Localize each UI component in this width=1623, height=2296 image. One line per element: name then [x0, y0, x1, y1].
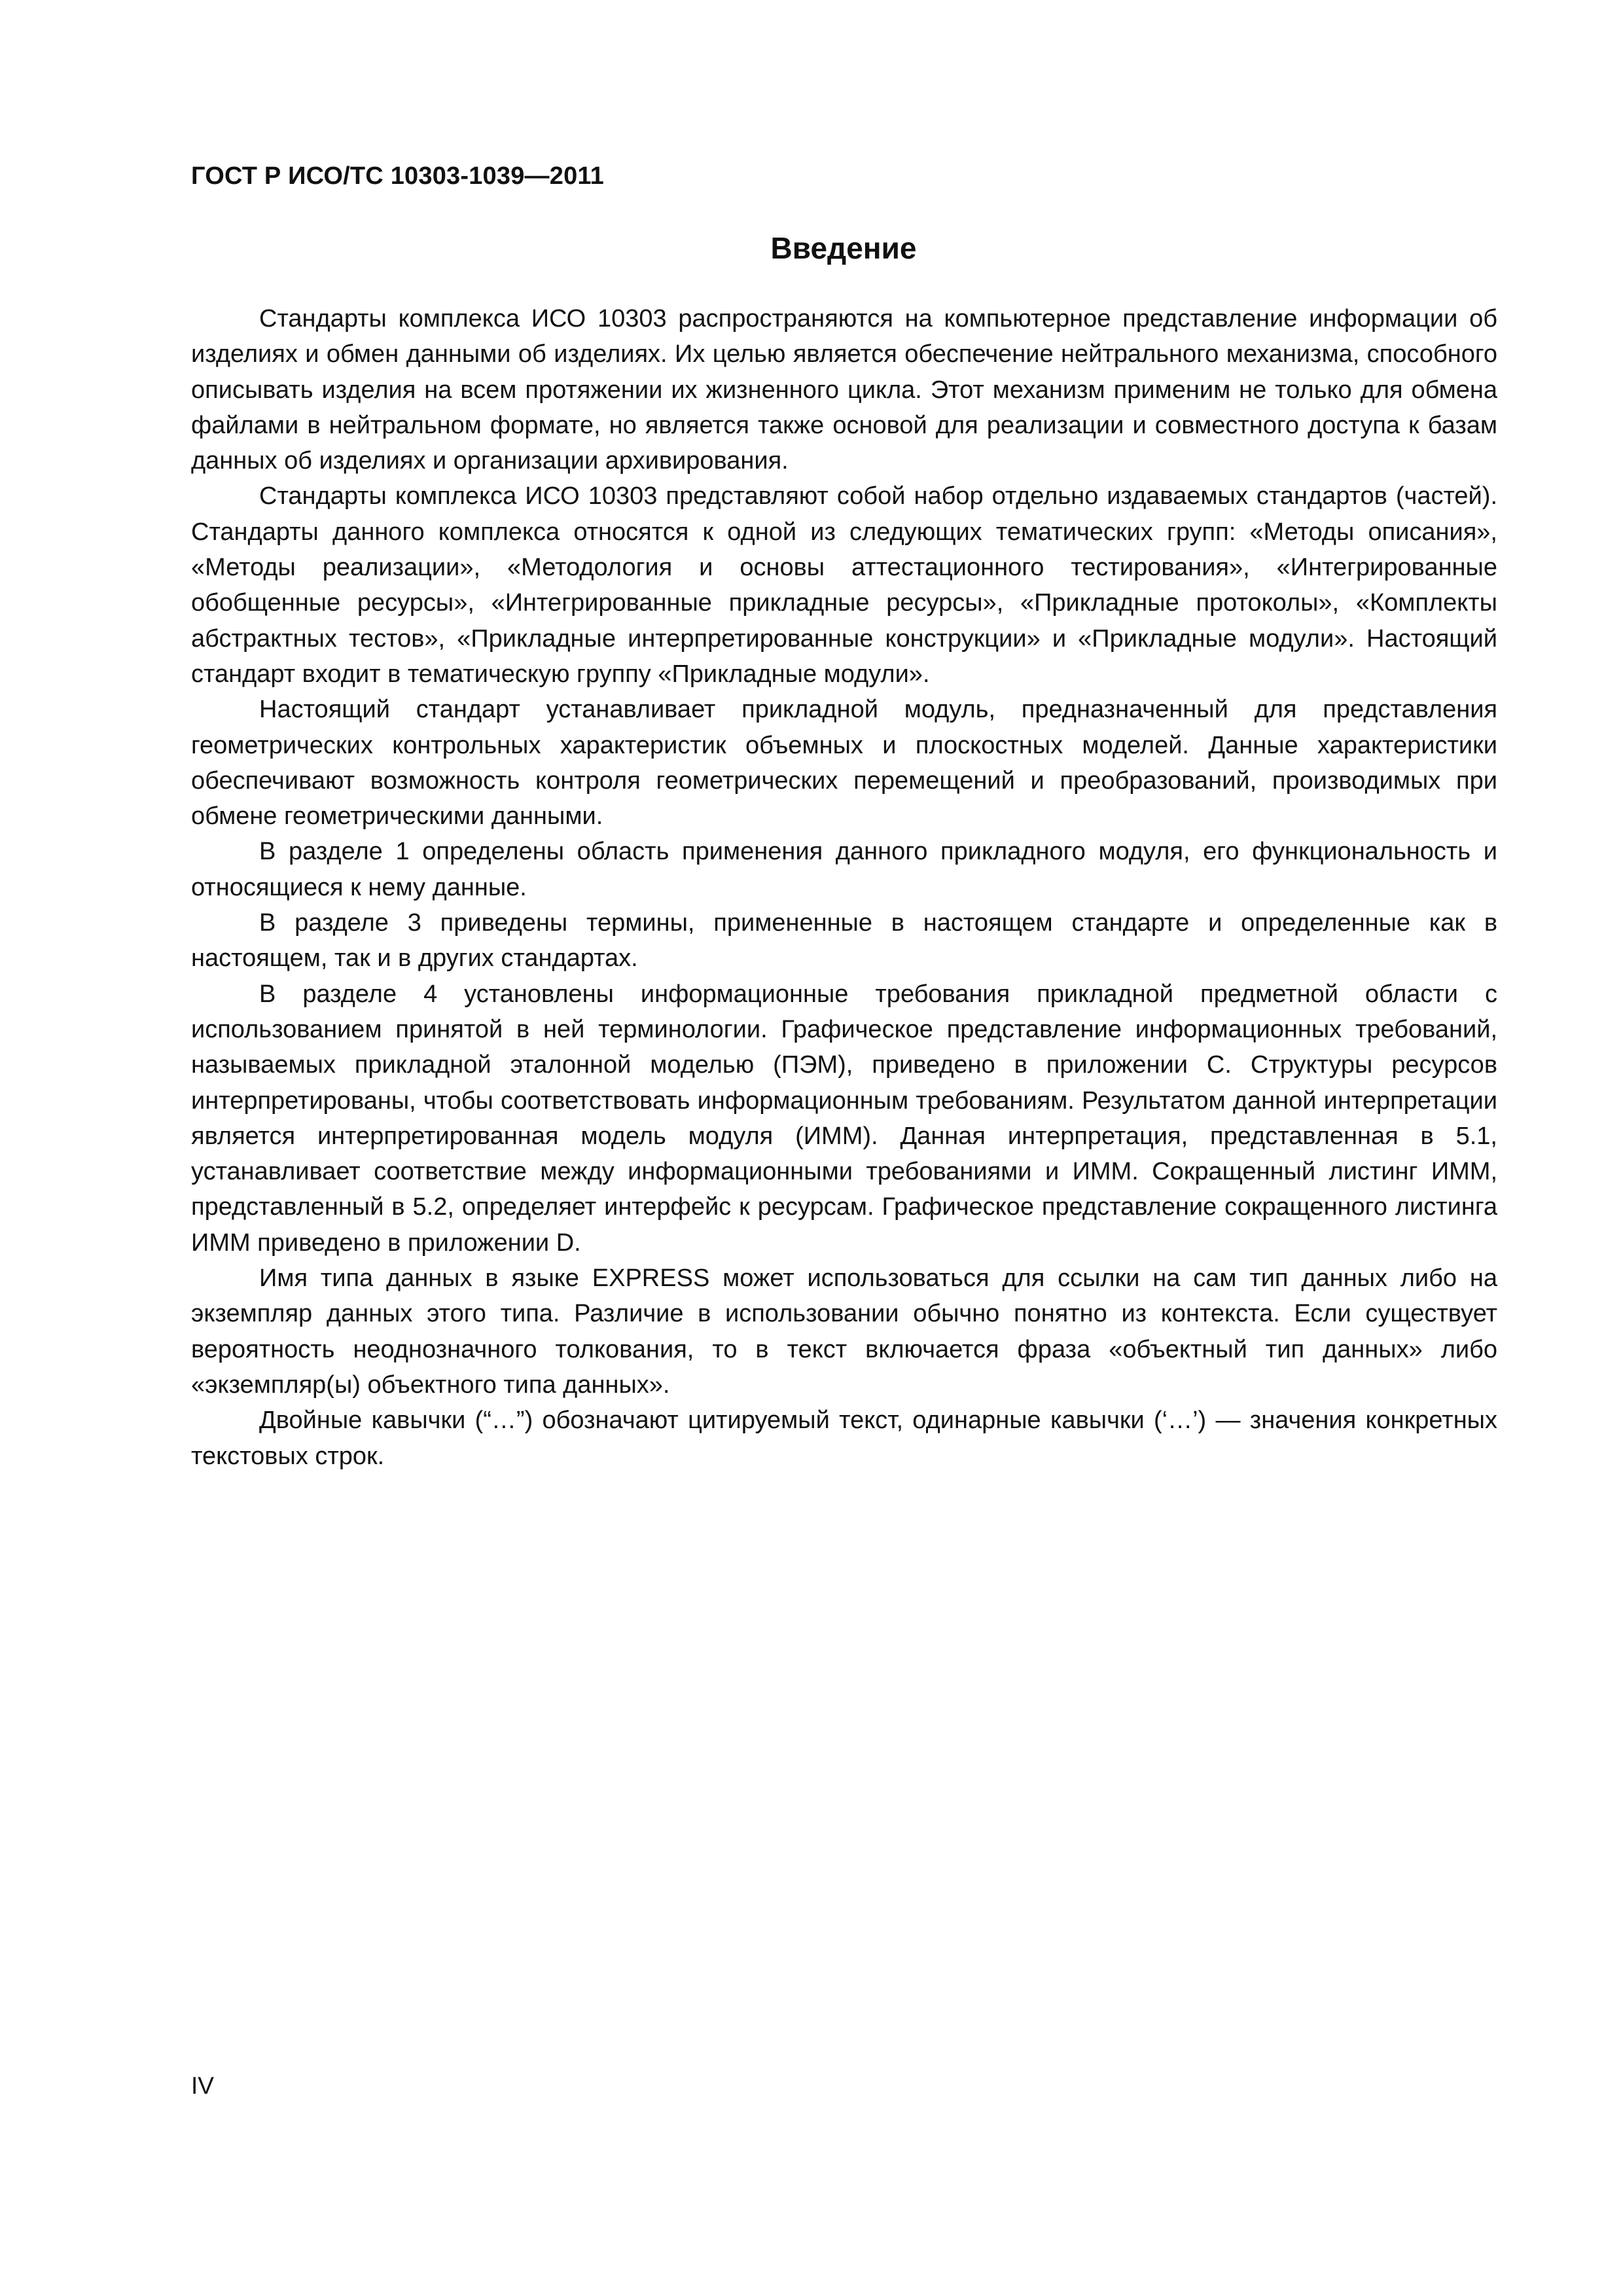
- document-id-header: ГОСТ Р ИСО/ТС 10303-1039—2011: [191, 162, 605, 190]
- paragraph-section-1: В разделе 1 определены область применения данного прикладного модуля, его функциональность и относящиеся к нему данные.: [191, 838, 1497, 901]
- paragraph-section-4: В разделе 4 установлены информационные требования прикладной предметной области с использованием принятой в ней терминологии. Графическое представление информационных требований, называемых прикладной эталонной моделью (ПЭМ), приведено в приложении C. Структуры ресурсов интерпретированы, чтобы соответствовать информационным требованиям. Результатом данной интерпретации является интерпретированная модель модуля (ИММ). Данная интерпретация, представленная в 5.1, устанавливает соответствие между информационными требованиями и ИММ. Сокращенный листинг ИММ, представленный в 5.2, определяет интерфейс к ресурсам. Графическое представление сокращенного листинга ИММ приведено в приложении D.: [191, 980, 1497, 1257]
- paragraph-quotation-marks: Двойные кавычки (“…”) обозначают цитируемый текст, одинарные кавычки (‘…’) — значения конкретных текстовых строк.: [191, 1407, 1497, 1470]
- paragraph-express-types: Имя типа данных в языке EXPRESS может использоваться для ссылки на сам тип данных либо на экземпляр данных этого типа. Различие в использовании обычно понятно из контекста. Если существует вероятность неоднозначного толкования, то в текст включается фраза «объектный тип данных» либо «экземпляр(ы) объектного типа данных».: [191, 1265, 1497, 1399]
- paragraph-thematic-groups: Стандарты комплекса ИСО 10303 представляют собой набор отдельно издаваемых стандартов (частей). Стандарты данного комплекса относятся к одной из следующих тематических групп: «Методы описания», «Методы реализации», «Методология и основы аттестационного тестирования», «Интегрированные обобщенные ресурсы», «Интегрированные прикладные ресурсы», «Прикладные протоколы», «Комплекты абстрактных тестов», «Прикладные интерпретированные конструкции» и «Прикладные модули». Настоящий стандарт входит в тематическую группу «Прикладные модули».: [191, 482, 1497, 688]
- page-number: IV: [191, 2072, 214, 2099]
- section-title: Введение: [770, 231, 917, 265]
- paragraph-iso-10303-scope: Стандарты комплекса ИСО 10303 распространяются на компьютерное представление информации об изделиях и обмен данными об изделиях. Их целью является обеспечение нейтрального механизма, способного описывать изделия на всем протяжении их жизненного цикла. Этот механизм применим не только для обмена файлами в нейтральном формате, но является также основой для реализации и совместного доступа к базам данных об изделиях и организации архивирования.: [191, 305, 1497, 475]
- body-text: [191, 301, 1497, 1474]
- paragraph-section-3: В разделе 3 приведены термины, примененные в настоящем стандарте и определенные как в настоящем, так и в других стандартах.: [191, 909, 1497, 973]
- paragraph-module-purpose: Настоящий стандарт устанавливает прикладной модуль, предназначенный для представления геометрических контрольных характеристик объемных и плоскостных моделей. Данные характеристики обеспечивают возможность контроля геометрических перемещений и преобразований, производимых при обмене геометрическими данными.: [191, 696, 1497, 831]
